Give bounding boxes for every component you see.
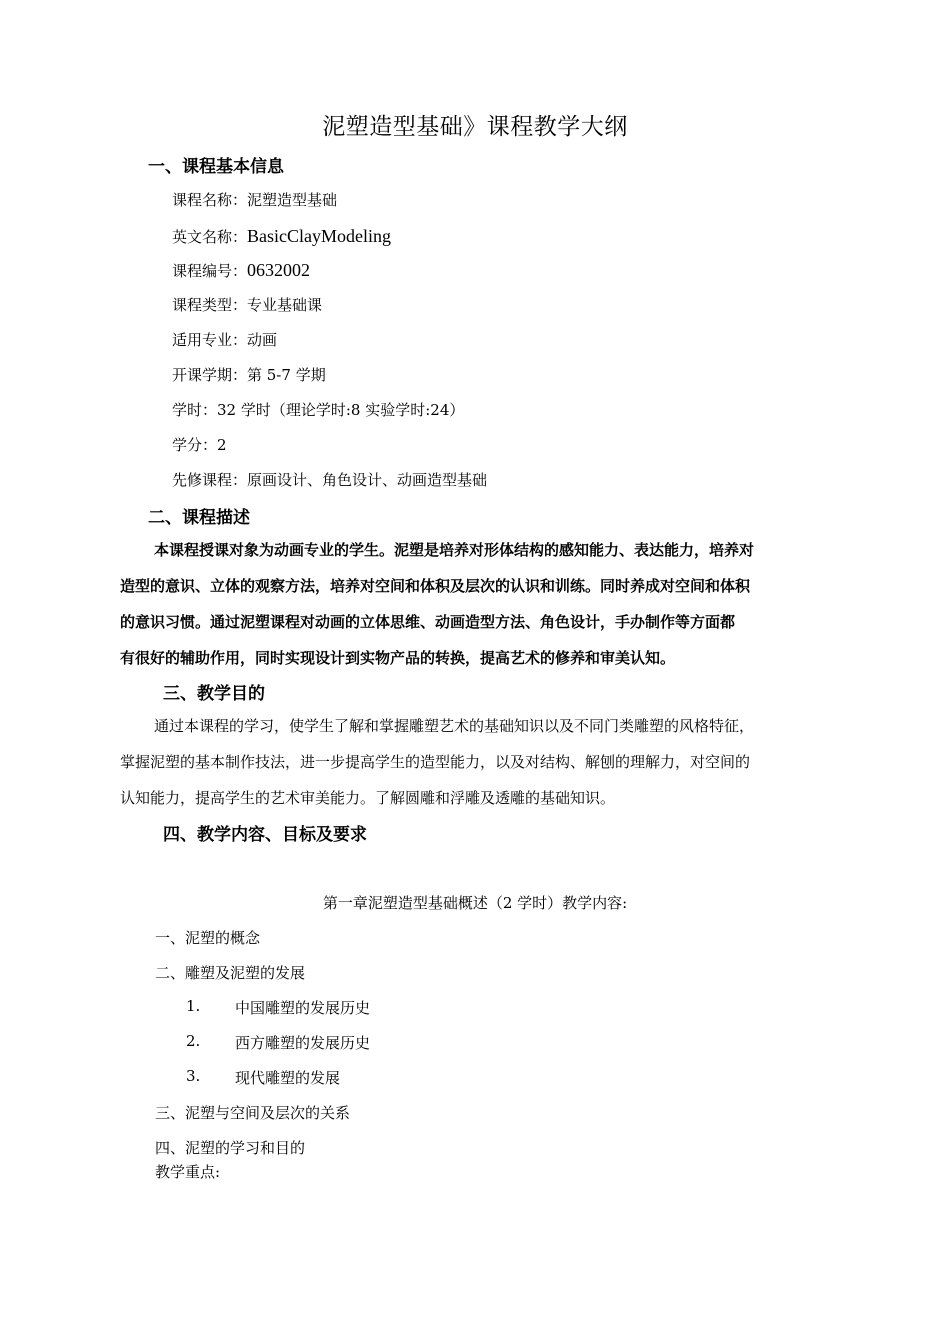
key-points-label: 教学重点: (155, 1163, 221, 1181)
sub-item-text: 西方雕塑的发展历史 (235, 1034, 371, 1052)
description-line: 有很好的辅助作用，同时实现设计到实物产品的转换，提高艺术的修养和审美认知。 (120, 649, 676, 667)
english-name-line (172, 226, 391, 247)
sub-item-text: 中国雕塑的发展历史 (235, 999, 371, 1017)
sub-item-number: 2. (186, 1032, 201, 1050)
english-name-value: BasicClayModeling (247, 226, 391, 246)
major-line: 适用专业：动画 (172, 331, 278, 349)
hours-line: 学时：32 学时（理论学时:8 实验学时:24） (172, 401, 465, 419)
objective-line: 通过本课程的学习，使学生了解和掌握雕塑艺术的基础知识以及不同门类雕塑的风格特征， (154, 717, 755, 735)
sub-item-number: 1. (186, 997, 201, 1015)
credits-line: 学分：2 (172, 436, 227, 454)
course-code-value: 0632002 (247, 260, 311, 280)
description-line: 造型的意识、立体的观察方法，培养对空间和体积及层次的认识和训练。同时养成对空间和体积 (120, 577, 751, 595)
objective-line: 认知能力，提高学生的艺术审美能力。了解圆雕和浮雕及透雕的基础知识。 (120, 789, 616, 807)
outline-item: 四、泥塑的学习和目的 (155, 1139, 306, 1157)
description-line: 的意识习惯。通过泥塑课程对动画的立体思维、动画造型方法、角色设计，手办制作等方面都 (120, 613, 736, 631)
term-line: 开课学期：第 5-7 学期 (172, 366, 326, 384)
teaching-objectives (120, 708, 840, 816)
section-heading-content: 四、教学内容、目标及要求 (163, 825, 367, 845)
chapter-title: 第一章泥塑造型基础概述（2 学时）教学内容: (322, 894, 628, 912)
english-name-label: 英文名称： (172, 228, 248, 246)
outline-item: 二、雕塑及泥塑的发展 (155, 964, 306, 982)
description-line: 本课程授课对象为动画专业的学生。泥塑是培养对形体结构的感知能力、表达能力，培养对 (154, 541, 755, 559)
outline-item: 三、泥塑与空间及层次的关系 (155, 1104, 351, 1122)
sub-item-number: 3. (186, 1067, 201, 1085)
outline-item: 一、泥塑的概念 (155, 929, 261, 947)
objective-line: 掌握泥塑的基本制作技法，进一步提高学生的造型能力，以及对结构、解刨的理解力，对空间的 (120, 753, 751, 771)
course-code-label: 课程编号： (172, 262, 248, 280)
section-heading-basic-info: 一、课程基本信息 (148, 157, 284, 177)
sub-item-text: 现代雕塑的发展 (235, 1069, 341, 1087)
course-name-line: 课程名称：泥塑造型基础 (172, 191, 338, 209)
course-type-line: 课程类型：专业基础课 (172, 296, 323, 314)
section-heading-description: 二、课程描述 (148, 508, 250, 528)
section-heading-objectives: 三、教学目的 (163, 684, 265, 704)
prerequisite-line: 先修课程：原画设计、角色设计、动画造型基础 (172, 471, 488, 489)
course-code-line (172, 260, 310, 281)
document-title: 泥塑造型基础》课程教学大纲 (322, 114, 628, 140)
course-description (120, 532, 840, 676)
